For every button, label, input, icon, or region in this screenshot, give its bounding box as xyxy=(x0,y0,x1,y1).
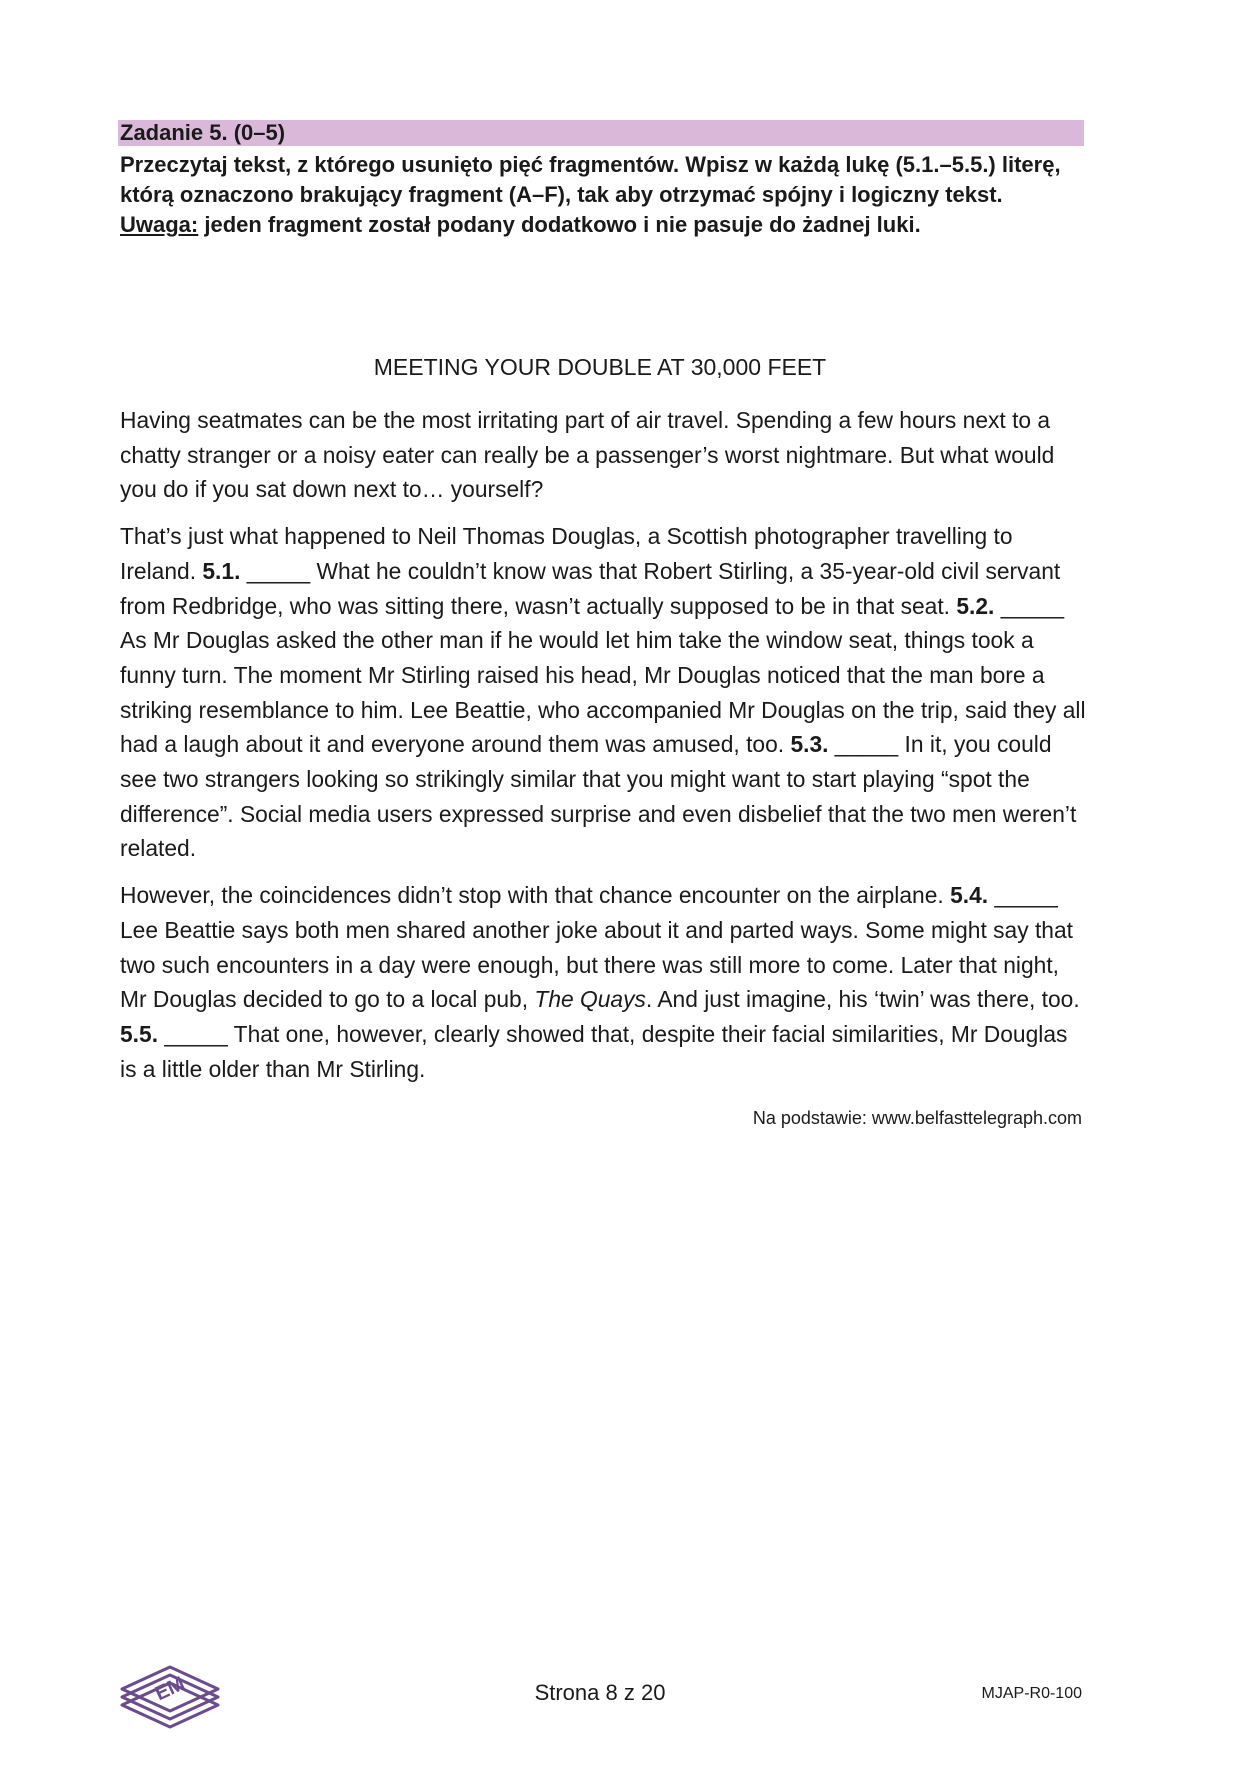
gap-5-2: 5.2. xyxy=(956,592,995,619)
article-title: MEETING YOUR DOUBLE AT 30,000 FEET xyxy=(373,354,827,380)
paragraph-3 xyxy=(120,878,1090,1086)
text-segment: _____ In it, you could see two strangers looking so strikingly similar that you might want to start playing “spot the difference”. Social media users expressed surprise and even disbelief that the two men weren’t related. xyxy=(120,731,1077,862)
gap-5-1: 5.1. xyxy=(202,557,241,584)
gap-5-3: 5.3. xyxy=(790,731,829,758)
note-label: Uwaga: xyxy=(120,212,199,237)
source-citation: Na podstawie: www.belfasttelegraph.com xyxy=(752,1108,1082,1128)
instruction-text: Przeczytaj tekst, z którego usunięto pięć fragmentów. Wpisz w każdą lukę (5.1.–5.5.) literę, którą oznaczono brakujący fragment (A–F), tak aby otrzymać spójny i logiczny tekst. xyxy=(120,152,1061,207)
gap-5-5: 5.5. xyxy=(120,1020,159,1047)
task-header xyxy=(118,120,1084,146)
pub-name: The Quays xyxy=(534,986,646,1013)
text-segment: _____ What he couldn’t know was that Robert Stirling, a 35-year-old civil servant from Redbridge, who was sitting there, wasn’t actually supposed to be in that seat. xyxy=(120,557,1061,619)
text-segment: _____ As Mr Douglas asked the other man if he would let him take the window seat, things took a funny turn. The moment Mr Stirling raised his head, Mr Douglas noticed that the man bore a striking resemblance to him. Lee Beattie, who accompanied Mr Douglas on the trip, said they all had a laugh about it and everyone around them was amused, too. xyxy=(120,592,1086,758)
task-title: Zadanie 5. (0–5) xyxy=(120,120,286,145)
text-segment: That’s just what happened to Neil Thomas Douglas, a Scottish photographer travelling to Ireland. xyxy=(120,523,1013,584)
paragraph-2 xyxy=(120,519,1090,866)
text-segment: _____ Lee Beattie says both men shared another joke about it and parted ways. Some might say that two such encounters in a day were enough, but there was still more to come. Later that night, Mr Douglas decided to go to a local pub, xyxy=(120,882,1073,1013)
exam-code: MJAP-R0-100 xyxy=(981,1685,1082,1702)
paragraph-1: Having seatmates can be the most irritating part of air travel. Spending a few hours next to a chatty stranger or a noisy eater can really be a passenger’s worst nightmare. But what would you do if you sat down next to… yourself? xyxy=(120,407,1055,503)
text-segment: However, the coincidences didn’t stop with that chance encounter on the airplane. xyxy=(120,882,951,909)
task-instructions xyxy=(120,150,1080,240)
note-text: jeden fragment został podany dodatkowo i nie pasuje do żadnej luki. xyxy=(198,212,921,237)
gap-5-4: 5.4. xyxy=(950,882,989,909)
page-number: Strona 8 z 20 xyxy=(534,1680,666,1705)
svg-text:EM: EM xyxy=(151,1672,189,1706)
article-body xyxy=(120,403,1090,1098)
text-segment: _____ That one, however, clearly showed that, despite their facial similarities, Mr Douglas is a little older than Mr Stirling. xyxy=(120,1020,1068,1082)
text-segment: . And just imagine, his ‘twin’ was there, too. xyxy=(645,986,1080,1013)
